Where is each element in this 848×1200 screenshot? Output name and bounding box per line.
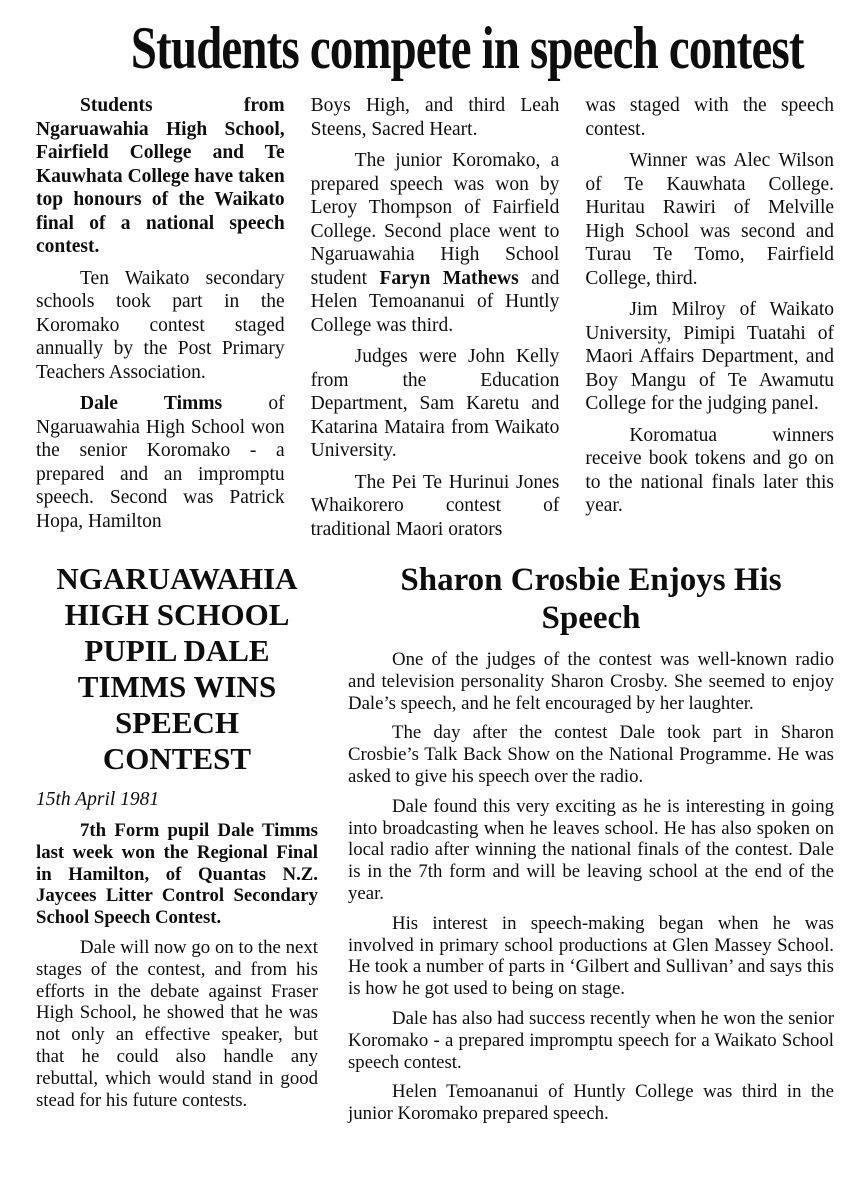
top-article-column-2 <box>311 94 560 541</box>
paragraph: Dale will now go on to the next stages of the contest, and from his efforts in the debate against Fraser High School, he showed that he was not only an effective speaker, but that he could also handle any rebuttal, which would stand in good stead for his future contests. <box>36 936 318 1111</box>
bottom-section <box>36 561 834 1125</box>
headline-line: CONTEST <box>102 741 252 776</box>
left-article <box>36 561 318 1125</box>
bold-name-dale-timms: Dale Timms <box>80 393 223 414</box>
headline-line: HIGH SCHOOL <box>64 597 290 632</box>
bold-name-faryn-mathews: Faryn Mathews <box>379 267 519 289</box>
main-headline <box>36 15 834 81</box>
paragraph: Dale found this very exciting as he is interesting in going into broadcasting when he leaves school. He has also spoken on local radio after winning the national finals of the contest. Dale is in the 7th form and will be leaving school at the end of the year. <box>348 795 834 904</box>
headline-line: SPEECH <box>114 705 240 740</box>
paragraph-lede: 7th Form pupil Dale Timms last week won the Regional Final in Hamilton, of Quantas N.Z. Jaycees Litter Control Secondary School Speech Contest. <box>36 820 318 929</box>
paragraph-continuation: was staged with the speech contest. <box>585 95 835 140</box>
headline-line: PUPIL DALE <box>84 633 270 668</box>
paragraph-text: and Helen Temoananui of Huntly College was third. <box>310 267 560 336</box>
main-headline-text: Students compete in speech contest <box>130 15 804 81</box>
paragraph <box>311 149 560 337</box>
paragraph: One of the judges of the contest was well-known radio and television personality Sharon Crosby. She seemed to enjoy Dale’s speech, and he felt encouraged by her laughter. <box>348 649 834 714</box>
paragraph: The day after the contest Dale took part in Sharon Crosbie’s Talk Back Show on the National Programme. He was asked to give his speech over the radio. <box>348 722 834 787</box>
paragraph: Judges were John Kelly from the Education Department, Sam Karetu and Katarina Mataira from Waikato University. <box>310 346 560 461</box>
top-article <box>36 94 834 541</box>
paragraph <box>36 392 285 533</box>
paragraph-text: The junior Koromako, a prepared speech was won by Leroy Thompson of Fairfield College. Second place went to Ngaruawahia High School student <box>310 150 560 289</box>
left-article-headline <box>36 561 318 777</box>
paragraph: Dale has also had success recently when he won the senior Koromako - a prepared impromptu speech for a Waikato School speech contest. <box>348 1007 834 1073</box>
paragraph: Jim Milroy of Waikato University, Pimipi Tuatahi of Maori Affairs Department, and Boy Mangu of Te Awamutu College for the judging panel. <box>585 299 835 414</box>
top-article-column-1 <box>36 94 285 541</box>
paragraph: His interest in speech-making began when he was involved in primary school productions at Glen Massey School. He took a number of parts in ‘Gilbert and Sullivan’ and says this is how he got used to being on stage. <box>348 912 834 1000</box>
paragraph: Winner was Alec Wilson of Te Kauwhata College. Huritau Rawiri of Melville High School was second and Turau Te Tomo, Fairfield College, third. <box>585 150 835 289</box>
paragraph-lede: Students from Ngaruawahia High School, Fairfield College and Te Kauwhata College have taken top honours of the Waikato final of a national speech contest. <box>36 95 285 257</box>
headline-line: TIMMS WINS <box>77 669 277 704</box>
paragraph-continuation: Boys High, and third Leah Steens, Sacred Heart. <box>310 95 560 140</box>
headline-line: NGARUAWAHIA <box>56 561 298 596</box>
paragraph: Helen Temoananui of Huntly College was third in the junior Koromako prepared speech. <box>348 1081 834 1125</box>
paragraph-text: of Ngaruawahia High School won the senior Koromako - a prepared and an impromptu speech. Second was Patrick Hopa, Hamilton <box>36 393 285 532</box>
right-article-headline: Sharon Crosbie Enjoys His Speech <box>400 562 782 636</box>
paragraph: The Pei Te Hurinui Jones Whaikorero contest of traditional Maori orators <box>310 471 560 540</box>
paragraph: Koromatua winners receive book tokens and go on to the national finals later this year. <box>585 424 835 516</box>
article-date: 15th April 1981 <box>36 789 160 810</box>
right-article <box>348 561 834 1125</box>
top-article-column-3 <box>585 94 834 541</box>
paragraph: Ten Waikato secondary schools took part in the Koromako contest staged annually by the Post Primary Teachers Association. <box>36 267 285 383</box>
